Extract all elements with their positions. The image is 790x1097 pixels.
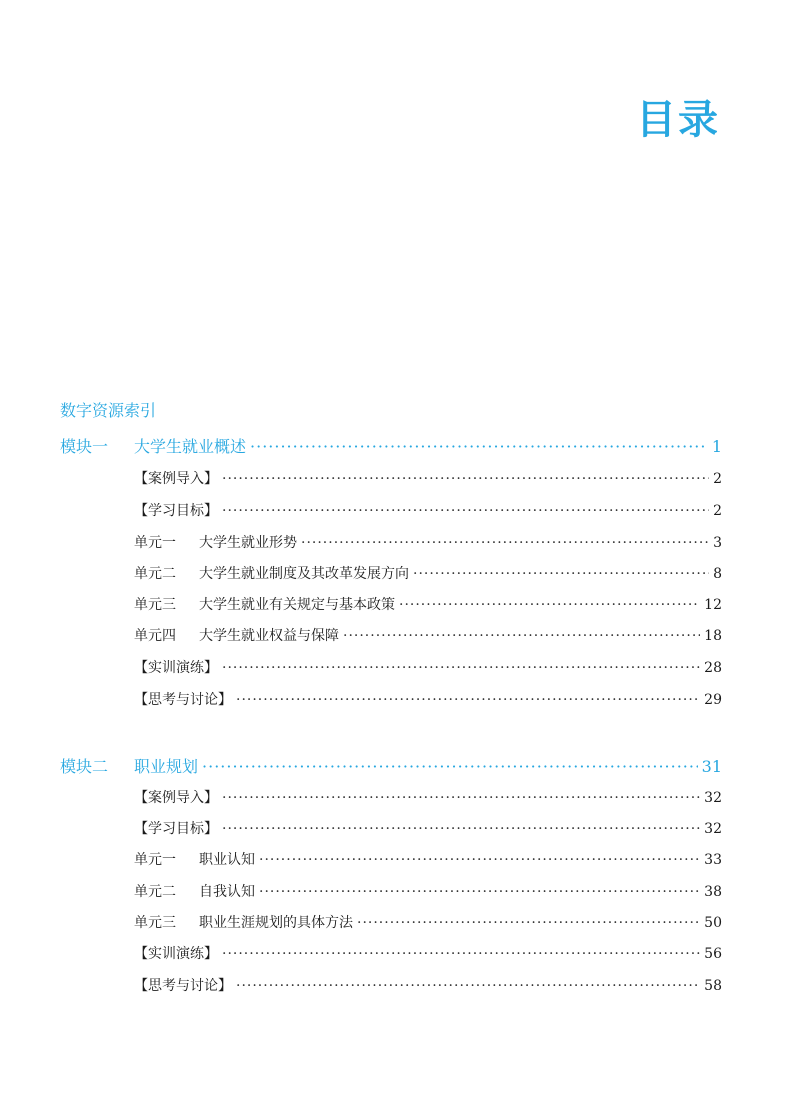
dot-leader <box>222 471 709 487</box>
page-number: 29 <box>704 692 722 708</box>
unit-number: 单元二 <box>134 884 176 900</box>
toc-entry-row[interactable] <box>134 787 722 807</box>
dot-leader <box>202 757 698 776</box>
page-number: 8 <box>713 566 722 582</box>
unit-number: 单元一 <box>134 535 176 551</box>
toc-entry-row[interactable] <box>134 563 722 583</box>
unit-number: 单元一 <box>134 852 176 868</box>
toc-entry-row[interactable] <box>134 468 722 488</box>
module-number: 模块一 <box>60 437 109 456</box>
toc-entry-row[interactable] <box>134 625 722 645</box>
dot-leader <box>222 946 700 962</box>
toc-entry-row[interactable] <box>134 532 722 552</box>
dot-leader <box>250 437 708 456</box>
module-title: 职业规划 <box>134 757 199 776</box>
dot-leader <box>236 692 700 708</box>
page-number: 32 <box>704 790 722 806</box>
page-number: 33 <box>704 852 722 868</box>
page-number: 58 <box>704 978 722 994</box>
entry-title: 大学生就业有关规定与基本政策 <box>199 597 395 613</box>
dot-leader <box>222 821 700 837</box>
page-number: 12 <box>704 597 722 613</box>
dot-leader <box>343 628 700 644</box>
dot-leader <box>301 535 709 551</box>
page-number: 1 <box>711 437 722 456</box>
entry-title: 大学生就业形势 <box>199 535 297 551</box>
toc-entry-row[interactable] <box>134 500 722 520</box>
page-number: 18 <box>704 628 722 644</box>
toc-entry-row[interactable] <box>134 657 722 677</box>
dot-leader <box>399 597 700 613</box>
dot-leader <box>222 790 700 806</box>
page-number: 56 <box>704 946 722 962</box>
entry-title: 【思考与讨论】 <box>134 978 232 994</box>
unit-number: 单元四 <box>134 628 176 644</box>
toc-entry-row[interactable] <box>134 975 722 995</box>
dot-leader <box>222 503 709 519</box>
toc-entry-row[interactable] <box>134 943 722 963</box>
entry-title: 【思考与讨论】 <box>134 692 232 708</box>
toc-entry-row[interactable] <box>134 594 722 614</box>
entry-title: 【实训演练】 <box>134 660 218 676</box>
dot-leader <box>357 915 700 931</box>
page-title: 目录 <box>636 97 720 143</box>
page-number: 2 <box>713 471 722 487</box>
dot-leader <box>222 660 700 676</box>
entry-title: 职业生涯规划的具体方法 <box>199 915 353 931</box>
toc-entry-row[interactable] <box>134 818 722 838</box>
page-number: 50 <box>704 915 722 931</box>
dot-leader <box>259 884 700 900</box>
entry-title: 【学习目标】 <box>134 821 218 837</box>
toc-entry-row[interactable] <box>134 689 722 709</box>
unit-number: 单元二 <box>134 566 176 582</box>
page-number: 32 <box>704 821 722 837</box>
entry-title: 【学习目标】 <box>134 503 218 519</box>
dot-leader <box>259 852 700 868</box>
entry-title: 自我认知 <box>199 884 255 900</box>
page-number: 3 <box>713 535 722 551</box>
entry-title: 【案例导入】 <box>134 790 218 806</box>
entry-title: 大学生就业权益与保障 <box>199 628 339 644</box>
page-number: 31 <box>701 757 722 776</box>
page-number: 28 <box>704 660 722 676</box>
module-number: 模块二 <box>60 757 109 776</box>
page-number: 2 <box>713 503 722 519</box>
dot-leader <box>236 978 700 994</box>
entry-title: 大学生就业制度及其改革发展方向 <box>199 566 409 582</box>
toc-module-row[interactable] <box>60 434 722 457</box>
page-number: 38 <box>704 884 722 900</box>
entry-title: 【实训演练】 <box>134 946 218 962</box>
digital-resource-index-link[interactable]: 数字资源索引 <box>60 401 157 420</box>
unit-number: 单元三 <box>134 915 176 931</box>
unit-number: 单元三 <box>134 597 176 613</box>
module-title: 大学生就业概述 <box>134 437 247 456</box>
toc-entry-row[interactable] <box>134 849 722 869</box>
toc-entry-row[interactable] <box>134 912 722 932</box>
entry-title: 【案例导入】 <box>134 471 218 487</box>
toc-module-row[interactable] <box>60 754 722 777</box>
entry-title: 职业认知 <box>199 852 255 868</box>
dot-leader <box>413 566 709 582</box>
toc-entry-row[interactable] <box>134 881 722 901</box>
